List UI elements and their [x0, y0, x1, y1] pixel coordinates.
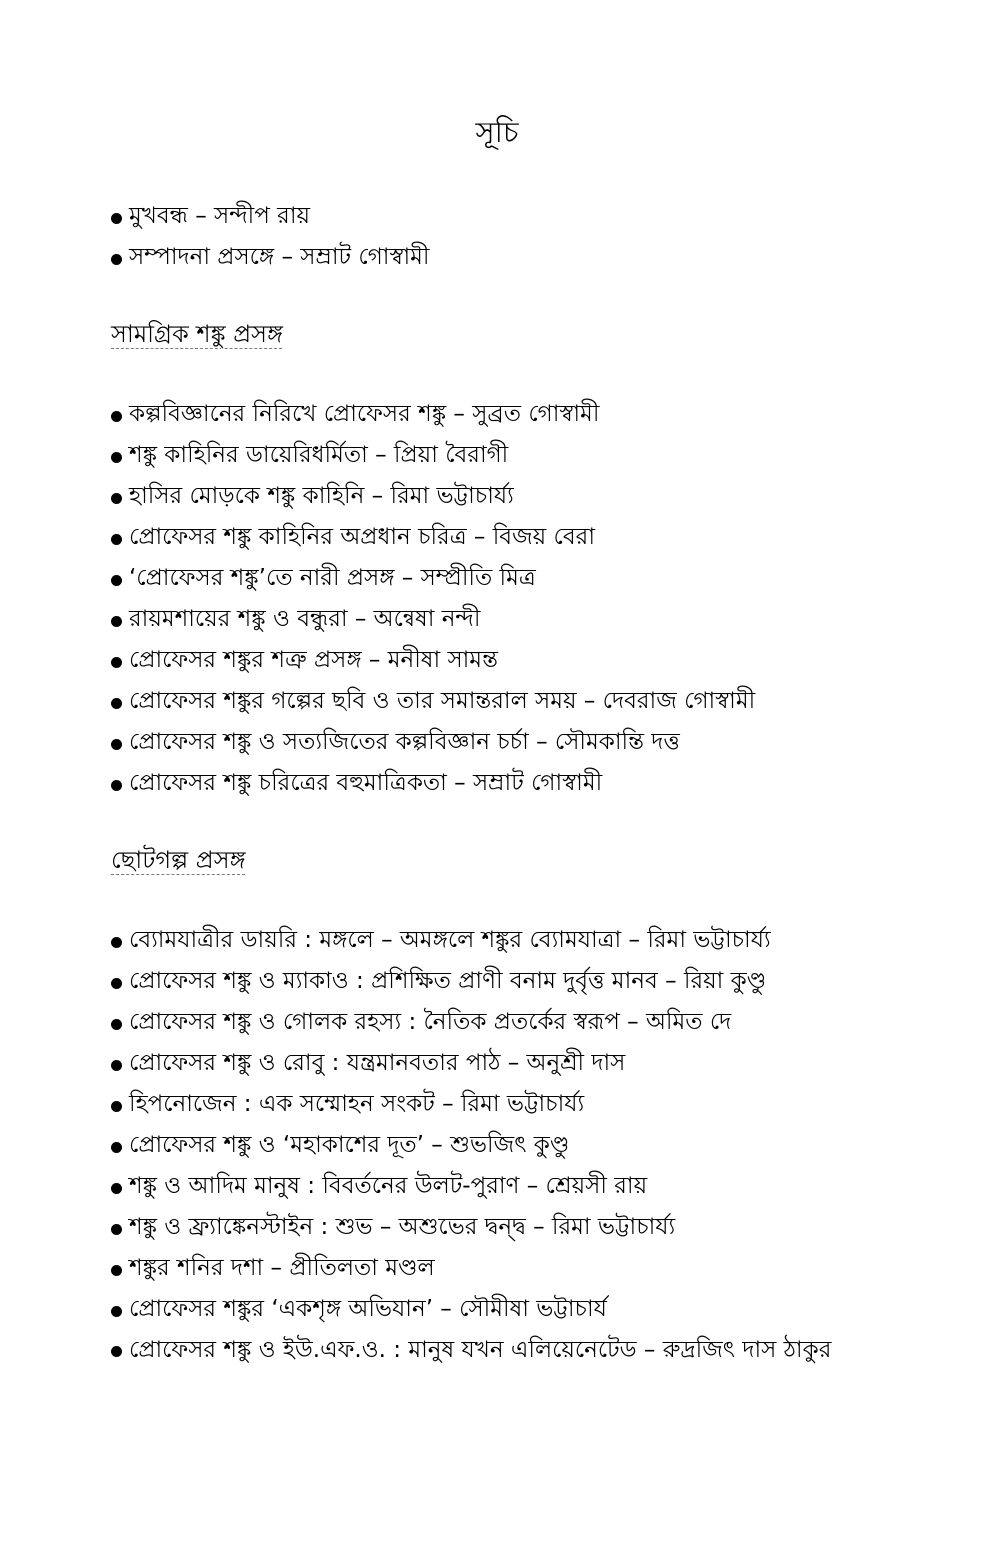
section-heading: ছোটগল্প প্রসঙ্গ	[111, 846, 246, 874]
list-item: ব্যোমযাত্রীর ডায়রি : মঙ্গলে – অমঙ্গলে শঙ্কুর ব্যোমযাত্রা – রিমা ভট্টাচার্য্য	[111, 920, 851, 961]
list-item: ‘প্রোফেসর শঙ্কু’তে নারী প্রসঙ্গ – সম্প্রীতি মিত্র	[111, 558, 851, 599]
list-item: প্রোফেসর শঙ্কুর শত্রু প্রসঙ্গ – মনীষা সামন্ত	[111, 640, 851, 681]
list-item: প্রোফেসর শঙ্কু ও রোবু : যন্ত্রমানবতার পাঠ – অনুশ্রী দাস	[111, 1043, 851, 1084]
section-list	[111, 394, 851, 804]
list-item: প্রোফেসর শঙ্কু ও ম্যাকাও : প্রশিক্ষিত প্রাণী বনাম দুর্বৃত্ত মানব – রিয়া কুণ্ডু	[111, 961, 851, 1002]
list-item: রায়মশায়ের শঙ্কু ও বন্ধুরা – অন্বেষা নন্দী	[111, 599, 851, 640]
list-item: হিপনোজেন : এক সম্মোহন সংকট – রিমা ভট্টাচার্য্য	[111, 1084, 851, 1125]
list-item: প্রোফেসর শঙ্কুর গল্পের ছবি ও তার সমান্তরাল সময় – দেবরাজ গোস্বামী	[111, 681, 851, 722]
list-item: প্রোফেসর শঙ্কু ও গোলক রহস্য : নৈতিক প্রতর্কের স্বরূপ – অমিত দে	[111, 1002, 851, 1043]
intro-list	[111, 196, 851, 278]
list-item: প্রোফেসর শঙ্কুর ‘একশৃঙ্গ অভিযান’ – সৌমীষা ভট্টাচার্য	[111, 1289, 851, 1330]
page-title: সূচি	[475, 115, 519, 149]
list-item: শঙ্কু ও আদিম মানুষ : বিবর্তনের উলট-পুরাণ – শ্রেয়সী রায়	[111, 1166, 851, 1207]
list-item: প্রোফেসর শঙ্কু ও ইউ.এফ.ও. : মানুষ যখন এলিয়েনেটেড – রুদ্রজিৎ দাস ঠাকুর	[111, 1330, 851, 1368]
section-heading: সামগ্রিক শঙ্কু প্রসঙ্গ	[111, 320, 283, 348]
section-list	[111, 920, 851, 1368]
list-item: হাসির মোড়কে শঙ্কু কাহিনি – রিমা ভট্টাচার্য্য	[111, 476, 851, 517]
list-item: সম্পাদনা প্রসঙ্গে – সম্রাট গোস্বামী	[111, 237, 851, 278]
list-item: প্রোফেসর শঙ্কু কাহিনির অপ্রধান চরিত্র – বিজয় বেরা	[111, 517, 851, 558]
list-item: মুখবন্ধ – সন্দীপ রায়	[111, 196, 851, 237]
list-item: শঙ্কুর শনির দশা – প্রীতিলতা মণ্ডল	[111, 1248, 851, 1289]
list-item: শঙ্কু ও ফ্র্যাঙ্কেনস্টাইন : শুভ – অশুভের দ্বন্দ্ব – রিমা ভট্টাচার্য্য	[111, 1207, 851, 1248]
list-item: প্রোফেসর শঙ্কু ও সত্যজিতের কল্পবিজ্ঞান চর্চা – সৌমকান্তি দত্ত	[111, 722, 851, 763]
list-item: শঙ্কু কাহিনির ডায়েরিধর্মিতা – প্রিয়া বৈরাগী	[111, 435, 851, 476]
list-item: কল্পবিজ্ঞানের নিরিখে প্রোফেসর শঙ্কু – সুব্রত গোস্বামী	[111, 394, 851, 435]
list-item: প্রোফেসর শঙ্কু চরিত্রের বহুমাত্রিকতা – সম্রাট গোস্বামী	[111, 763, 851, 804]
list-item: প্রোফেসর শঙ্কু ও ‘মহাকাশের দূত’ – শুভজিৎ কুণ্ডু	[111, 1125, 851, 1166]
